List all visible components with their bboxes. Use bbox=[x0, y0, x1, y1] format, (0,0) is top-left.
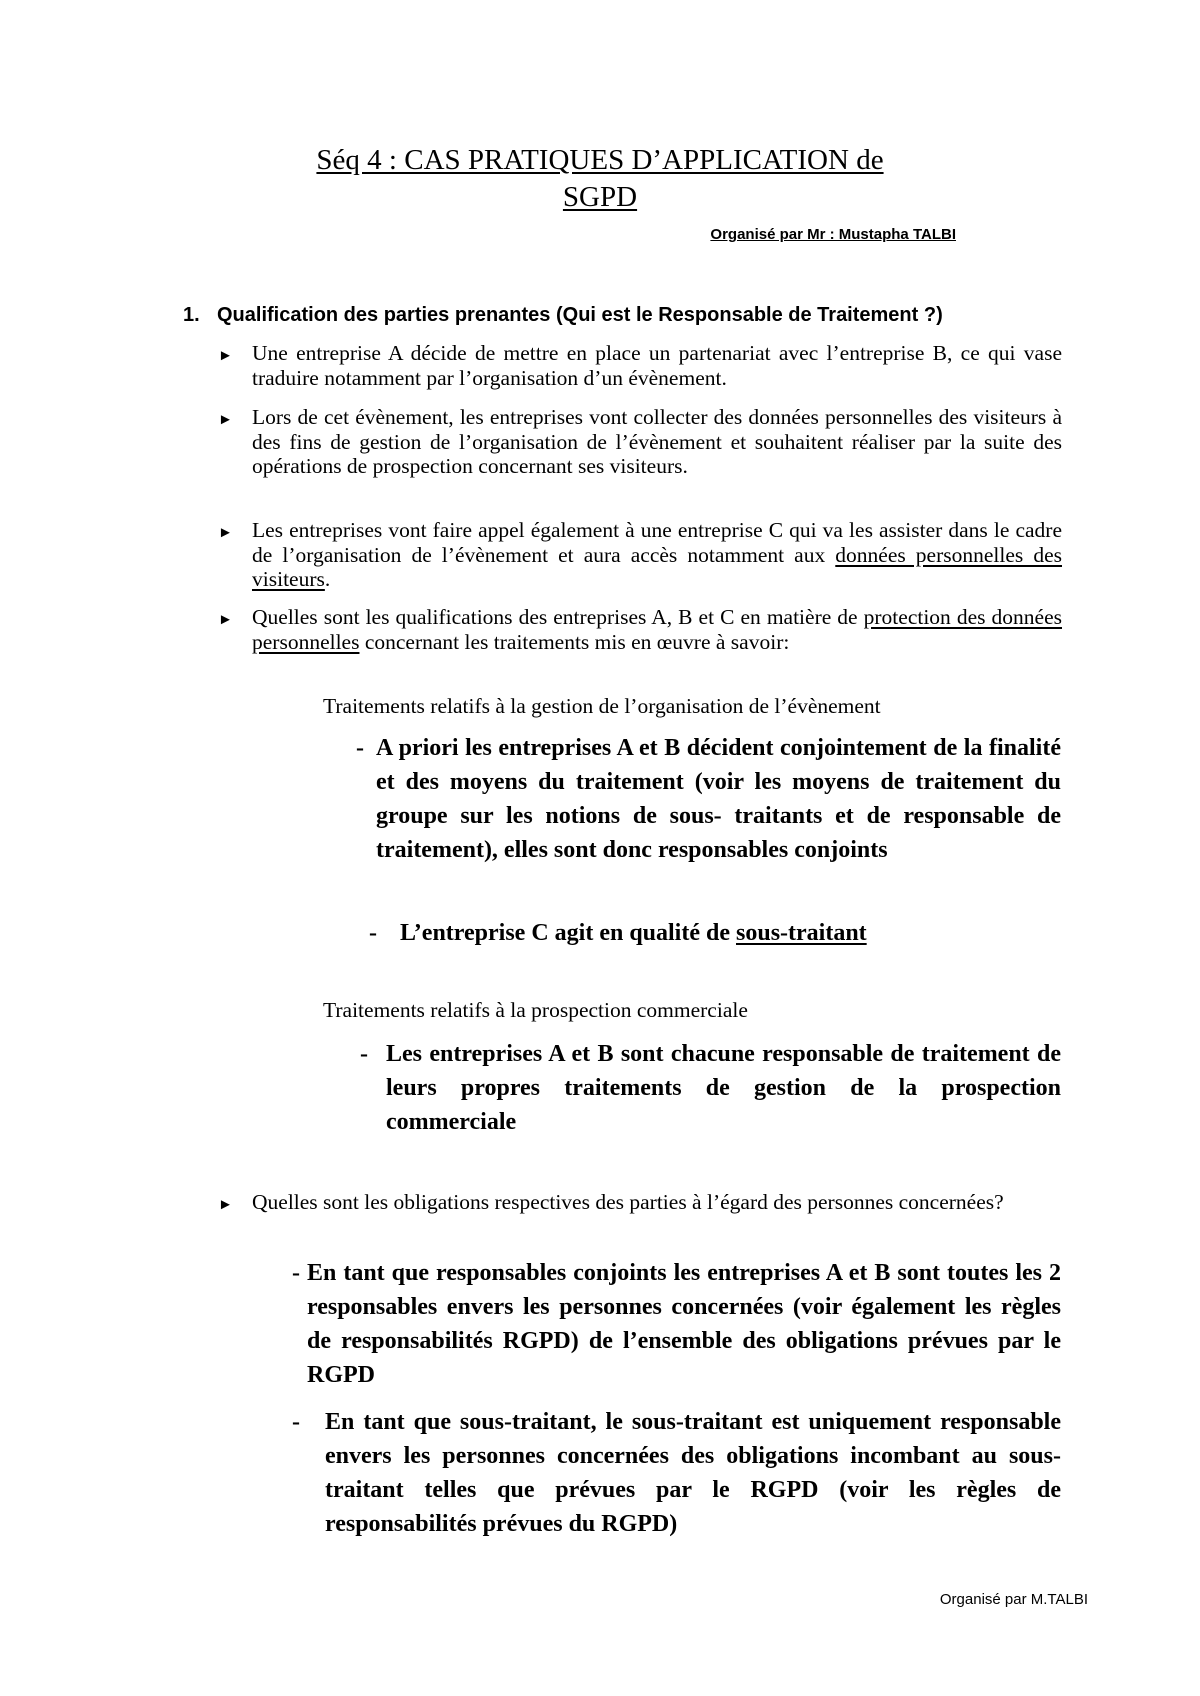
dash-marker: - bbox=[360, 1041, 368, 1067]
bullet-text: Quelles sont les obligations respectives des parties à l’égard des personnes concernées? bbox=[252, 1190, 1004, 1214]
subsection-heading: Traitements relatifs à la prospection commerciale bbox=[323, 998, 748, 1022]
answer-item bbox=[369, 916, 1074, 950]
bullet-text bbox=[252, 518, 1062, 592]
section-heading-text: Qualification des parties prenantes (Qui est le Responsable de Traitement ?) bbox=[217, 304, 943, 326]
bullet-item bbox=[218, 405, 1062, 479]
answer-item bbox=[360, 1037, 1061, 1139]
bullet-text-part: Les entreprises vont faire appel également à une entreprise C qui va les assister dans le cadre de l’organisation de l’évènement et aura accès notamment aux bbox=[252, 518, 1062, 567]
underlined-phrase: protection des données personnelles bbox=[252, 605, 1062, 654]
dash-marker: - bbox=[292, 1409, 300, 1435]
answer-item bbox=[356, 731, 1061, 867]
answer-text: A priori les entreprises A et B décident conjointement de la finalité et des moyens du traitement (voir les moyens de traitement du groupe sur les notions de sous- traitants et de responsable de traitement), elles sont donc responsables conjoints bbox=[376, 735, 1061, 863]
obligation-item bbox=[292, 1256, 1061, 1392]
underlined-phrase: sous-traitant bbox=[736, 920, 867, 946]
arrow-bullet-icon: ► bbox=[218, 348, 233, 364]
bullet-item bbox=[218, 1185, 1062, 1219]
title-line-1: Séq 4 : CAS PRATIQUES D’APPLICATION de bbox=[316, 144, 884, 176]
section-heading bbox=[183, 304, 943, 327]
dash-marker: - bbox=[356, 735, 364, 761]
answer-text bbox=[400, 916, 1074, 950]
arrow-bullet-icon: ► bbox=[218, 412, 233, 428]
title-line-2: SGPD bbox=[562, 181, 638, 213]
document-title bbox=[0, 142, 1200, 216]
bullet-item bbox=[218, 341, 1062, 390]
subsection-heading: Traitements relatifs à la gestion de l’organisation de l’évènement bbox=[323, 694, 881, 718]
arrow-bullet-icon: ► bbox=[218, 612, 233, 628]
answer-text: Les entreprises A et B sont chacune responsable de traitement de leurs propres traitements de gestion de la prospection commerciale bbox=[386, 1041, 1061, 1135]
dash-marker: - bbox=[369, 920, 377, 946]
obligation-text: En tant que sous-traitant, le sous-traitant est uniquement responsable envers les personnes concernées des obligations incombant au sous-traitant telles que prévues par le RGPD (voir les règles de responsabilités prévues du RGPD) bbox=[325, 1409, 1061, 1537]
bullet-text: Une entreprise A décide de mettre en place un partenariat avec l’entreprise B, ce qui vase traduire notamment par l’organisation d’un évènement. bbox=[252, 341, 1062, 390]
arrow-bullet-icon: ► bbox=[218, 525, 233, 541]
organizer-label: Organisé par Mr : Mustapha TALBI bbox=[710, 226, 956, 243]
obligation-text: En tant que responsables conjoints les entreprises A et B sont toutes les 2 responsables envers les personnes concernées (voir également les règles de responsabilités RGPD) de l’ensemble des obligations prévues par le RGPD bbox=[307, 1260, 1061, 1388]
obligation-item bbox=[292, 1405, 1061, 1541]
bullet-text-part: concernant les traitements mis en œuvre à savoir: bbox=[359, 629, 790, 654]
bullet-item bbox=[218, 518, 1062, 592]
page-footer: Organisé par M.TALBI bbox=[939, 1591, 1088, 1608]
bullet-item bbox=[218, 605, 1062, 654]
arrow-bullet-icon: ► bbox=[218, 1197, 233, 1213]
section-number: 1. bbox=[183, 304, 200, 326]
bullet-text-part: Quelles sont les qualifications des entreprises A, B et C en matière de bbox=[252, 605, 864, 629]
bullet-text-part: . bbox=[324, 567, 331, 591]
bullet-text bbox=[252, 605, 1062, 654]
underlined-phrase: données personnelles des visiteurs bbox=[252, 542, 1062, 591]
dash-marker: - bbox=[292, 1260, 300, 1286]
answer-text-part: L’entreprise C agit en qualité de bbox=[400, 920, 736, 946]
bullet-text: Lors de cet évènement, les entreprises vont collecter des données personnelles des visiteurs à des fins de gestion de l’organisation de l’évènement et souhaitent réaliser par la suite des opérations de prospection concernant ses visiteurs. bbox=[252, 405, 1062, 478]
